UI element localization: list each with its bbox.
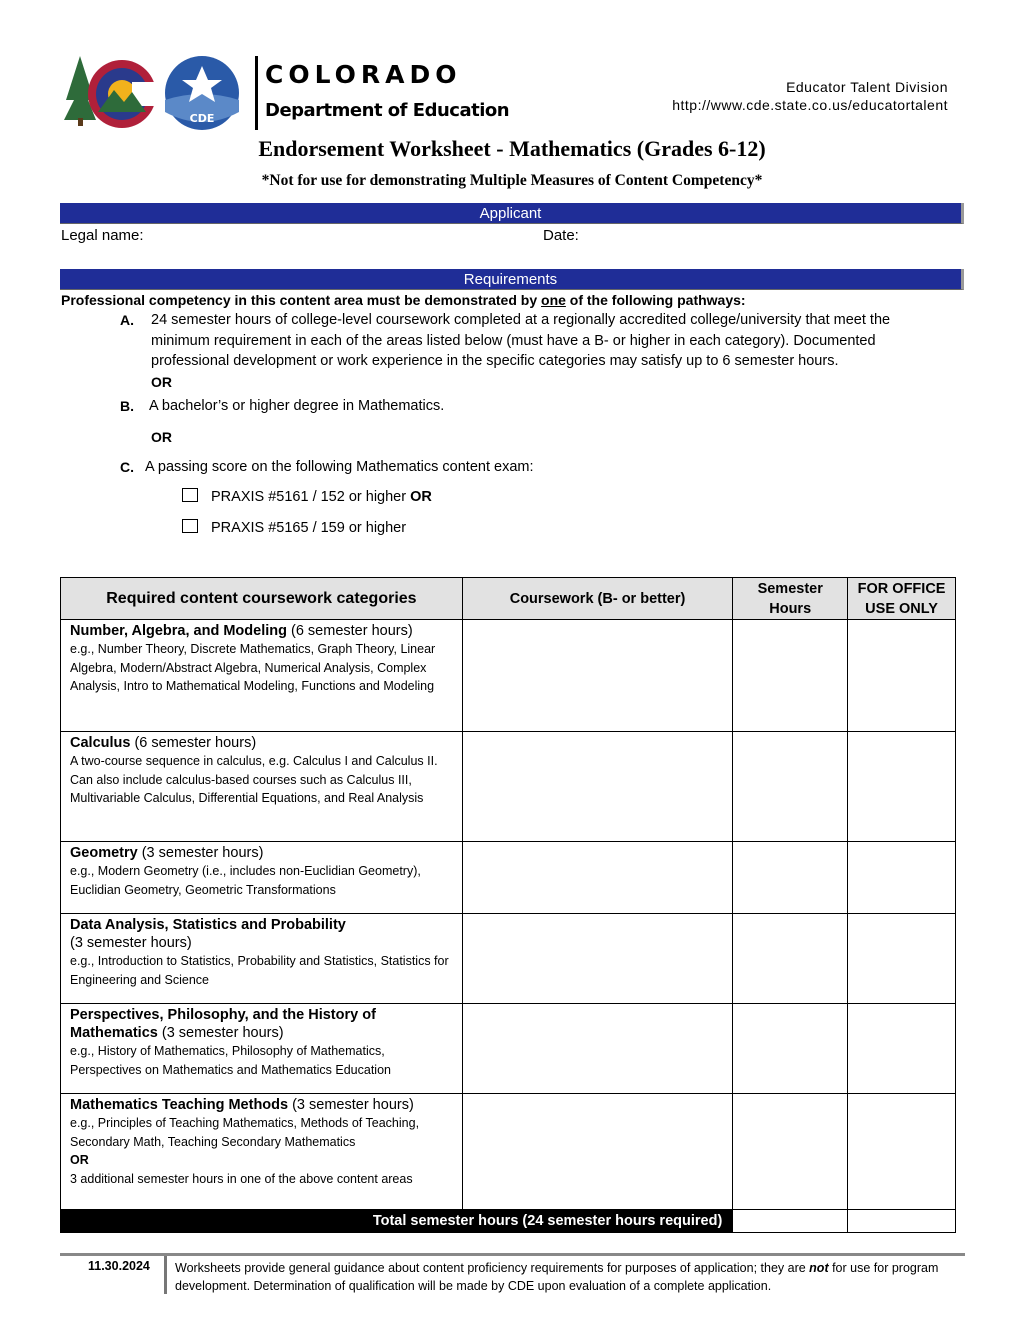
pathway-c-letter: C.	[120, 459, 134, 475]
applicant-heading: Applicant	[60, 203, 964, 224]
category-title: Geometry	[70, 845, 138, 861]
header-semester-hours: Semester Hours	[733, 578, 848, 620]
pathway-or-2: OR	[151, 429, 172, 445]
footer-rule	[60, 1253, 965, 1256]
category-cell	[61, 1094, 463, 1210]
praxis-5165-label: PRAXIS #5165 / 159 or higher	[211, 520, 407, 536]
category-description: A two-course sequence in calculus, e.g. Calculus I and Calculus II. Can also include calculus-based courses such as Calculus III, Multivariable Calculus, Differential Equations, and Real Analysis	[70, 754, 438, 805]
header-office-use: FOR OFFICE USE ONLY	[848, 578, 956, 620]
category-hours: (3 semester hours)	[70, 935, 192, 951]
pathway-c-text: A passing score on the following Mathematics content exam:	[145, 459, 534, 475]
office-use-cell	[848, 914, 956, 1004]
category-cell	[61, 914, 463, 1004]
semester-hours-input-cell[interactable]	[733, 732, 848, 842]
pathway-a-letter: A.	[120, 312, 134, 328]
total-hours-input-cell[interactable]	[733, 1210, 848, 1233]
header-coursework: Coursework (B- or better)	[462, 578, 732, 620]
category-cell	[61, 620, 463, 732]
coursework-input-cell[interactable]	[462, 1094, 732, 1210]
division-name: Educator Talent Division	[786, 79, 948, 95]
table-row	[61, 620, 956, 732]
praxis-5161-label: PRAXIS #5161 / 152 or higher OR	[211, 489, 432, 505]
category-cell	[61, 1004, 463, 1094]
category-or: OR	[70, 1153, 89, 1167]
org-department: Department of Education	[265, 100, 510, 121]
cde-logo	[62, 52, 522, 134]
division-url[interactable]: http://www.cde.state.co.us/educatortalent	[672, 97, 948, 113]
category-hours: (3 semester hours)	[137, 845, 264, 861]
coursework-table	[60, 577, 956, 1233]
page-subtitle: *Not for use for demonstrating Multiple Measures of Content Competency*	[261, 172, 763, 189]
total-office-use-cell	[848, 1210, 956, 1233]
category-title: Calculus	[70, 735, 131, 751]
org-name: COLORADO	[265, 60, 462, 89]
category-hours: (6 semester hours)	[130, 735, 257, 751]
table-row	[61, 732, 956, 842]
footer-divider	[164, 1256, 167, 1294]
semester-hours-input-cell[interactable]	[733, 1094, 848, 1210]
category-description: e.g., History of Mathematics, Philosophy of Mathematics, Perspectives on Mathematics and Mathematics Education	[70, 1044, 391, 1077]
pathway-b-letter: B.	[120, 398, 134, 414]
office-use-cell	[848, 732, 956, 842]
semester-hours-input-cell[interactable]	[733, 914, 848, 1004]
logo-divider	[255, 56, 258, 130]
office-use-cell	[848, 620, 956, 732]
table-row	[61, 842, 956, 914]
praxis-5161-checkbox[interactable]	[182, 488, 198, 502]
category-cell	[61, 732, 463, 842]
category-description: e.g., Modern Geometry (i.e., includes non-Euclidian Geometry), Euclidian Geometry, Geometric Transformations	[70, 864, 421, 897]
table-row	[61, 914, 956, 1004]
pathway-a-text: 24 semester hours of college-level coursework completed at a regionally accredited college/university that meet the minimum requirement in each of the areas listed below (must have a B- or higher in each category). Documented professional development or work experience in the specific categories may satisfy up to 6 semester hours.	[151, 312, 891, 369]
coursework-input-cell[interactable]	[462, 620, 732, 732]
category-description: e.g., Principles of Teaching Mathematics, Methods of Teaching, Secondary Math, Teaching Secondary Mathematics	[70, 1116, 420, 1149]
pathway-or-1: OR	[151, 374, 172, 390]
division-block	[672, 78, 948, 114]
header-category: Required content coursework categories	[61, 578, 463, 620]
requirements-heading: Requirements	[60, 269, 964, 290]
semester-hours-input-cell[interactable]	[733, 620, 848, 732]
category-title: Data Analysis, Statistics and Probability	[70, 917, 346, 933]
category-title: Mathematics Teaching Methods	[70, 1097, 289, 1113]
table-row	[61, 1094, 956, 1210]
total-label: Total semester hours (24 semester hours required)	[61, 1210, 733, 1233]
praxis-5165-checkbox[interactable]	[182, 519, 198, 533]
category-hours: (3 semester hours)	[157, 1025, 284, 1041]
category-hours: (3 semester hours)	[288, 1097, 414, 1113]
date-label: Date:	[543, 227, 579, 244]
category-description: e.g., Introduction to Statistics, Probability and Statistics, Statistics for Engineering and Science	[70, 954, 449, 987]
total-row	[61, 1210, 956, 1233]
coursework-input-cell[interactable]	[462, 842, 732, 914]
coursework-input-cell[interactable]	[462, 1004, 732, 1094]
cde-badge-text: CDE	[189, 112, 215, 125]
semester-hours-input-cell[interactable]	[733, 842, 848, 914]
pathway-b-text: A bachelor’s or higher degree in Mathematics.	[149, 398, 445, 414]
footer-disclaimer: Worksheets provide general guidance about content proficiency requirements for purposes of application; they are not for use for program development. Determination of qualification will be made by CDE upon evaluation of a complete application.	[175, 1261, 939, 1293]
semester-hours-input-cell[interactable]	[733, 1004, 848, 1094]
coursework-input-cell[interactable]	[462, 914, 732, 1004]
category-alternative: 3 additional semester hours in one of the above content areas	[70, 1171, 413, 1186]
office-use-cell	[848, 1094, 956, 1210]
category-hours: (6 semester hours)	[286, 623, 413, 639]
category-description: e.g., Number Theory, Discrete Mathematics, Graph Theory, Linear Algebra, Modern/Abstract Algebra, Numerical Analysis, Complex Analysis, Intro to Mathematical Modeling, Functions and Modeling	[70, 642, 436, 693]
page-title: Endorsement Worksheet - Mathematics (Grades 6-12)	[258, 136, 766, 161]
footer-date: 11.30.2024	[88, 1259, 150, 1273]
requirements-lead: Professional competency in this content area must be demonstrated by one of the following pathways:	[61, 292, 746, 308]
category-cell	[61, 842, 463, 914]
colorado-logo-icon	[62, 52, 252, 134]
category-title: Number, Algebra, and Modeling	[70, 623, 287, 639]
office-use-cell	[848, 1004, 956, 1094]
table-header-row	[61, 578, 956, 620]
category-title: Perspectives, Philosophy, and the History of Mathematics	[70, 1007, 376, 1041]
table-row	[61, 1004, 956, 1094]
office-use-cell	[848, 842, 956, 914]
coursework-input-cell[interactable]	[462, 732, 732, 842]
legal-name-label: Legal name:	[61, 227, 144, 244]
